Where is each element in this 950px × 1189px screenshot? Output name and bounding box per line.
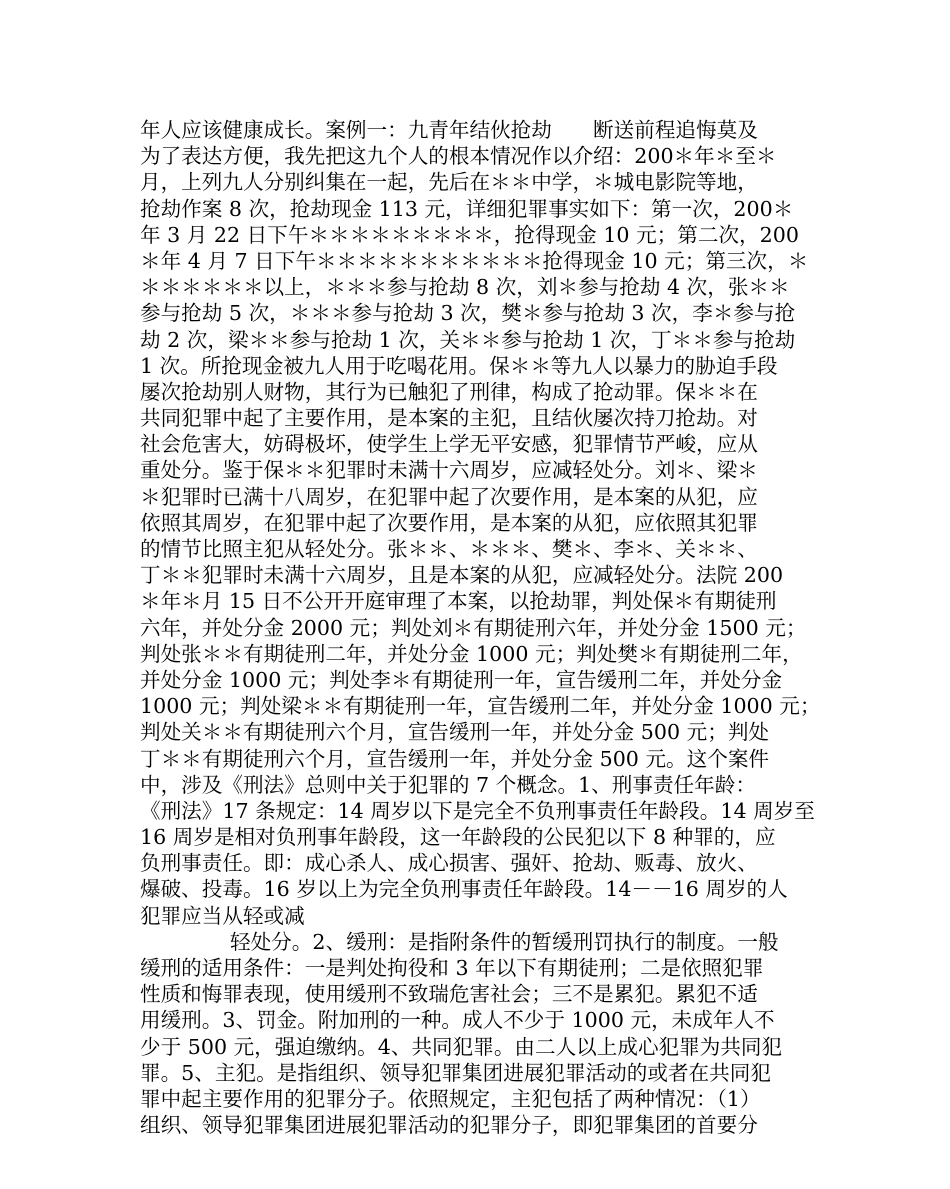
text-line: 重处分。鉴于保＊＊犯罪时未满十六周岁，应减轻处分。刘＊、梁＊ [140,458,758,483]
text-line: 少于 500 元，强迫缴纳。4、共同犯罪。由二人以上成心犯罪为共同犯 [140,1034,783,1059]
text-line: 16 周岁是相对负刑事年龄段，这一年龄段的公民犯以下 8 种罪的，应 [140,825,776,850]
text-line: 1 次。所抢现金被九人用于吃喝花用。保＊＊等九人以暴力的胁迫手段 [140,353,778,378]
text-line: 性质和悔罪表现，使用缓刑不致瑞危害社会；三不是累犯。累犯不适 [140,982,758,1007]
text-line: 共同犯罪中起了主要作用，是本案的主犯，且结伙屡次持刀抢劫。对 [140,406,758,431]
text-line: 年人应该健康成长。案例一：九青年结伙抢劫 断送前程追悔莫及 [140,118,758,142]
text-line: 参与抢劫 5 次，＊＊＊参与抢劫 3 次，樊＊参与抢劫 3 次，李＊参与抢 [140,301,796,326]
text-line: 判处关＊＊有期徒刑六个月，宣告缓刑一年，并处分金 500 元；判处 [140,720,770,745]
body-text [140,117,820,1138]
text-line: 中，涉及《刑法》总则中关于犯罪的 7 个概念。1、刑事责任年龄： [140,772,756,797]
text-line: ＊＊＊＊＊＊以上，＊＊＊参与抢劫 8 次，刘＊参与抢劫 4 次，张＊＊ [140,275,790,300]
text-line: 的情节比照主犯从轻处分。张＊＊、＊＊＊、樊＊、李＊、关＊＊、 [140,537,758,561]
text-line: 六年，并处分金 2000 元；判处刘＊有期徒刑六年，并处分金 1500 元； [140,615,807,640]
text-line: ＊年 4 月 7 日下午＊＊＊＊＊＊＊＊＊＊＊抢得现金 10 元；第三次，＊ [140,248,809,273]
text-line: ＊年＊月 15 日不公开开庭审理了本案，以抢劫罪，判处保＊有期徒刑 [140,589,777,614]
text-line: 缓刑的适用条件：一是判处拘役和 3 年以下有期徒刑；二是依照犯罪 [140,956,764,980]
text-line: 《刑法》17 条规定：14 周岁以下是完全不负刑事责任年龄段。14 周岁至 [140,798,815,823]
text-line: 判处张＊＊有期徒刑二年，并处分金 1000 元；判处樊＊有期徒刑二年， [140,641,803,666]
text-line: ＊犯罪时已满十八周岁，在犯罪中起了次要作用，是本案的从犯，应 [140,484,758,509]
text-line-indented: 轻处分。2、缓刑：是指附条件的暂缓刑罚执行的制度。一般 [230,929,779,954]
text-line: 抢劫作案 8 次，抢劫现金 113 元，详细犯罪事实如下：第一次，200＊ [140,196,794,221]
text-line: 月，上列九人分别纠集在一起，先后在＊＊中学，＊城电影院等地， [140,170,758,195]
text-line: 屡次抢劫别人财物，其行为已触犯了刑律，构成了抢动罪。保＊＊在 [140,379,758,404]
text-line: 并处分金 1000 元；判处李＊有期徒刑一年，宣告缓刑二年，并处分金 [140,667,783,692]
text-line: 用缓刑。3、罚金。附加刑的一种。成人不少于 1000 元，未成年人不 [140,1008,775,1033]
text-line: 罪。5、主犯。是指组织、领导犯罪集团进展犯罪活动的或者在共同犯 [140,1060,771,1085]
text-line: 年 3 月 22 日下午＊＊＊＊＊＊＊＊＊，抢得现金 10 元；第二次，200 [140,222,799,247]
text-line: 犯罪应当从轻或减 [140,903,305,928]
text-line: 组织、领导犯罪集团进展犯罪活动的犯罪分子，即犯罪集团的首要分 [140,1113,758,1138]
text-line: 为了表达方便，我先把这九个人的根本情况作以介绍：200＊年＊至＊ [140,144,777,169]
text-line: 负刑事责任。即：成心杀人、成心损害、强奸、抢劫、贩毒、放火、 [140,851,758,876]
text-line: 罪中起主要作用的犯罪分子。依照规定，主犯包括了两种情况：（1） [140,1086,761,1111]
text-line: 丁＊＊犯罪时未满十六周岁，且是本案的从犯，应减轻处分。法院 200 [140,563,784,588]
text-line: 爆破、投毒。16 岁以上为完全负刑事责任年龄段。14－－16 周岁的人 [140,877,788,902]
text-line: 丁＊＊有期徒刑六个月，宣告缓刑一年，并处分金 500 元。这个案件 [140,746,770,771]
text-line: 社会危害大，妨碍极坏，使学生上学无平安感，犯罪情节严峻，应从 [140,432,758,457]
text-line: 劫 2 次，梁＊＊参与抢劫 1 次，关＊＊参与抢劫 1 次，丁＊＊参与抢劫 [140,327,796,352]
text-line: 1000 元；判处梁＊＊有期徒刑一年，宣告缓刑二年，并处分金 1000 元； [140,694,821,719]
text-line: 依照其周岁，在犯罪中起了次要作用，是本案的从犯，应依照其犯罪 [140,510,758,535]
